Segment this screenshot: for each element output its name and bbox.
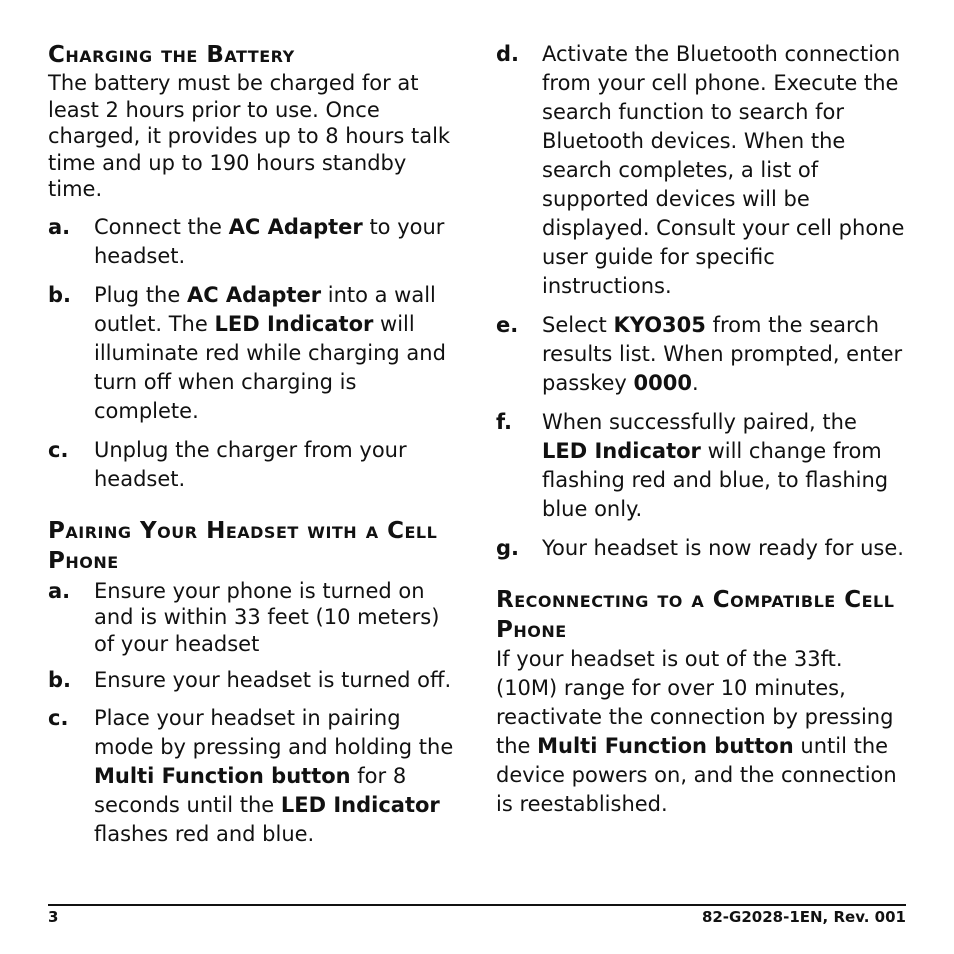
pairing-step-g bbox=[496, 534, 908, 563]
pairing-step-f bbox=[496, 408, 908, 524]
step-text-part: Plug the bbox=[94, 282, 187, 307]
step-letter: f. bbox=[496, 410, 512, 434]
document-id: 82-G2028-1EN, Rev. 001 bbox=[701, 908, 906, 926]
charging-intro: The battery must be charged for at least 2 hours prior to use. Once charged, it provides up to 8 hours talk time and up to 190 hours standby time. bbox=[48, 71, 451, 201]
charging-step-a bbox=[48, 213, 460, 271]
step-bold-term: LED Indicator bbox=[280, 792, 440, 817]
step-text: Ensure your phone is turned on and is within 33 feet (10 meters) of your headset bbox=[94, 578, 440, 656]
step-letter: c. bbox=[48, 705, 69, 730]
pairing-steps-left bbox=[48, 578, 460, 694]
step-bold-term: 0000 bbox=[633, 371, 692, 395]
charging-step-c bbox=[48, 436, 460, 494]
step-text bbox=[542, 408, 908, 524]
pairing-step-d bbox=[496, 40, 908, 301]
step-text-part: Select bbox=[542, 313, 614, 337]
step-letter: a. bbox=[48, 214, 71, 239]
step-text-part: flashes red and blue. bbox=[94, 821, 315, 846]
charging-step-b bbox=[48, 281, 460, 426]
page-footer bbox=[48, 904, 906, 926]
step-bold-term: AC Adapter bbox=[228, 214, 363, 239]
step-text bbox=[94, 213, 460, 271]
reconnecting-bold-term: Multi Function button bbox=[537, 734, 794, 758]
charging-heading: Charging the Battery bbox=[48, 42, 295, 68]
step-letter: b. bbox=[48, 282, 72, 307]
reconnecting-text bbox=[496, 645, 908, 819]
step-text-part: will illuminate red while charging and turn off when charging is complete. bbox=[94, 311, 446, 423]
reconnecting-heading: Reconnecting to a Compatible Cell Phone bbox=[496, 587, 895, 643]
right-column bbox=[496, 40, 908, 819]
step-letter: a. bbox=[48, 578, 71, 603]
step-bold-term: KYO305 bbox=[613, 313, 706, 337]
pairing-heading: Pairing Your Headset with a Cell Phone bbox=[48, 517, 438, 574]
step-text: Your headset is now ready for use. bbox=[542, 536, 904, 560]
page-number: 3 bbox=[48, 908, 59, 926]
step-text-part: When successfully paired, the bbox=[542, 410, 857, 434]
step-bold-term: LED Indicator bbox=[214, 311, 374, 336]
pairing-step-a bbox=[48, 578, 460, 658]
step-letter: g. bbox=[496, 536, 520, 560]
step-letter: e. bbox=[496, 313, 519, 337]
reconnecting-text-part: If your headset is out of the 33ft. (10M) range for over 10 minutes, reactivate the connection by pressing the bbox=[496, 647, 894, 758]
step-text: Activate the Bluetooth connection from your cell phone. Execute the search function to search for Bluetooth devices. When the search completes, a list of supported devices will be displayed. Consult your cell phone user guide for specific instructions. bbox=[542, 42, 905, 298]
pairing-step-b bbox=[48, 667, 460, 694]
pairing-step-e bbox=[496, 311, 908, 398]
step-text: Ensure your headset is turned off. bbox=[94, 668, 452, 692]
step-text-part: Place your headset in pairing mode by pressing and holding the bbox=[94, 705, 454, 759]
step-text: Unplug the charger from your headset. bbox=[94, 437, 407, 491]
step-bold-term: AC Adapter bbox=[186, 282, 322, 307]
step-text bbox=[94, 704, 460, 849]
step-text-part: into a wall outlet. The bbox=[94, 282, 436, 336]
step-text-part: from the search results list. When prompted, enter passkey bbox=[542, 313, 903, 395]
pairing-step-c bbox=[48, 704, 460, 849]
step-text-part: . bbox=[691, 371, 699, 395]
reconnecting-text-part: until the device powers on, and the connection is reestablished. bbox=[496, 734, 897, 816]
step-letter: c. bbox=[48, 437, 69, 462]
step-text-part: will change from flashing red and blue, to flashing blue only. bbox=[542, 439, 889, 521]
step-text bbox=[94, 281, 460, 426]
step-text-part: Connect the bbox=[94, 214, 229, 239]
step-text-part: for 8 seconds until the bbox=[94, 763, 407, 817]
step-bold-term: LED Indicator bbox=[542, 439, 701, 463]
step-text-part: to your headset. bbox=[94, 214, 445, 268]
step-letter: b. bbox=[48, 668, 72, 692]
step-text bbox=[542, 311, 908, 398]
step-letter: d. bbox=[496, 42, 520, 66]
step-bold-term: Multi Function button bbox=[94, 763, 351, 788]
left-column bbox=[48, 40, 460, 849]
